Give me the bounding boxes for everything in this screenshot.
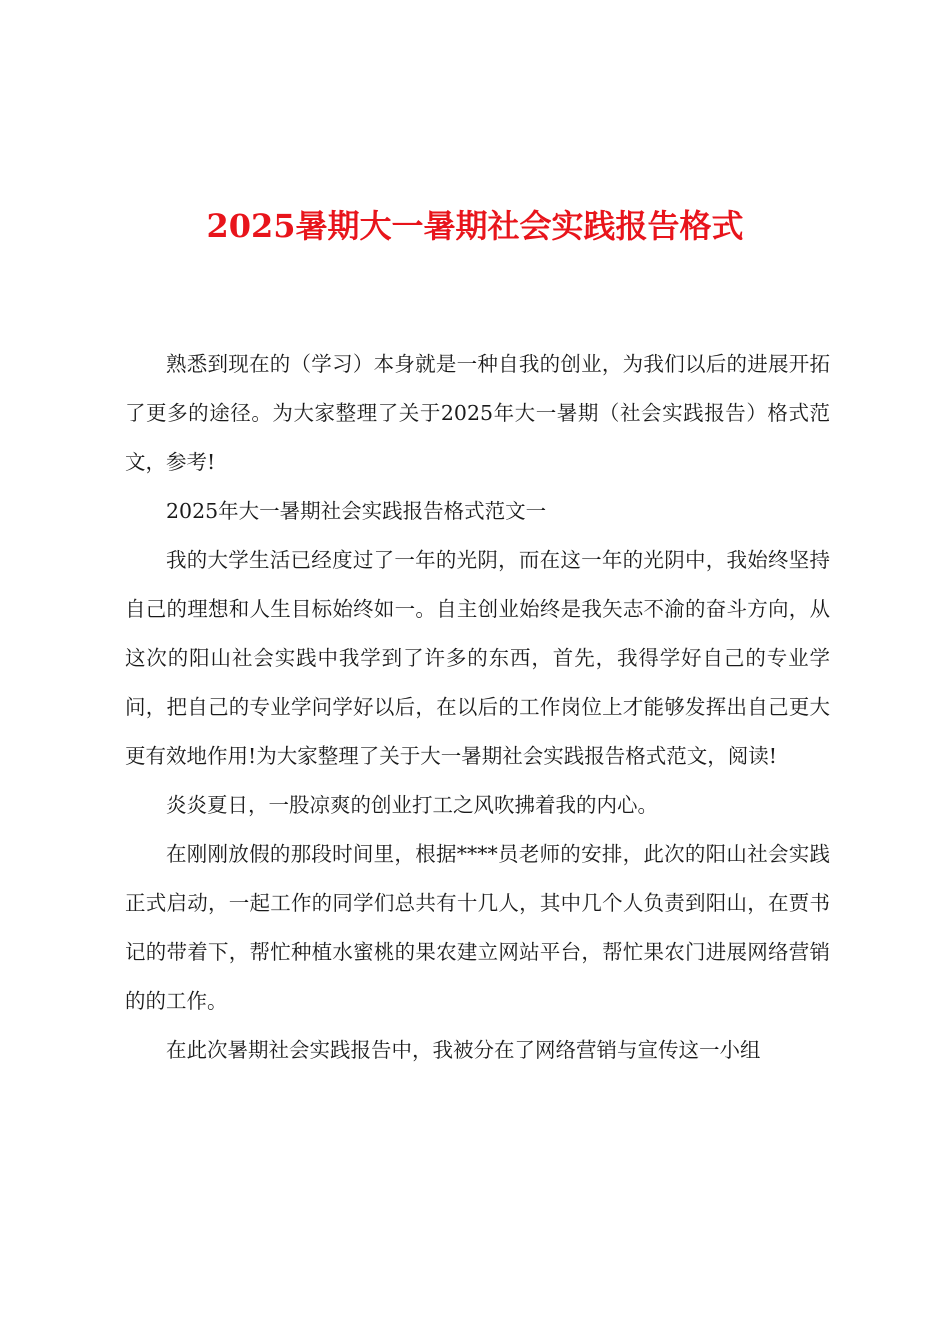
paragraph-reflection: 我的大学生活已经度过了一年的光阴，而在这一年的光阴中，我始终坚持自己的理想和人生目标始终如一。自主创业始终是我矢志不渝的奋斗方向，从这次的阳山社会实践中我学到了许多的东西，首先，我得学好自己的专业学问，把自己的专业学问学好以后，在以后的工作岗位上才能够发挥出自己更大更有效地作用!为大家整理了关于大一暑期社会实践报告格式范文，阅读! xyxy=(125,548,830,768)
document-body xyxy=(125,340,830,1075)
paragraph-section-heading: 2025年大一暑期社会实践报告格式范文一 xyxy=(166,499,547,523)
paragraph-group: 在此次暑期社会实践报告中，我被分在了网络营销与宣传这一小组 xyxy=(166,1038,761,1062)
paragraph-summer: 炎炎夏日，一股凉爽的创业打工之风吹拂着我的内心。 xyxy=(166,793,658,817)
paragraph-intro: 熟悉到现在的（学习）本身就是一种自我的创业，为我们以后的进展开拓了更多的途径。为大家整理了关于2025年大一暑期（社会实践报告）格式范文，参考! xyxy=(125,352,830,474)
paragraph-arrangement: 在刚刚放假的那段时间里，根据****员老师的安排，此次的阳山社会实践正式启动，一起工作的同学们总共有十几人，其中几个人负责到阳山，在贾书记的带着下，帮忙种植水蜜桃的果农建立网站平台，帮忙果农门进展网络营销的的工作。 xyxy=(125,842,830,1013)
document-title: 2025暑期大一暑期社会实践报告格式 xyxy=(206,207,744,245)
